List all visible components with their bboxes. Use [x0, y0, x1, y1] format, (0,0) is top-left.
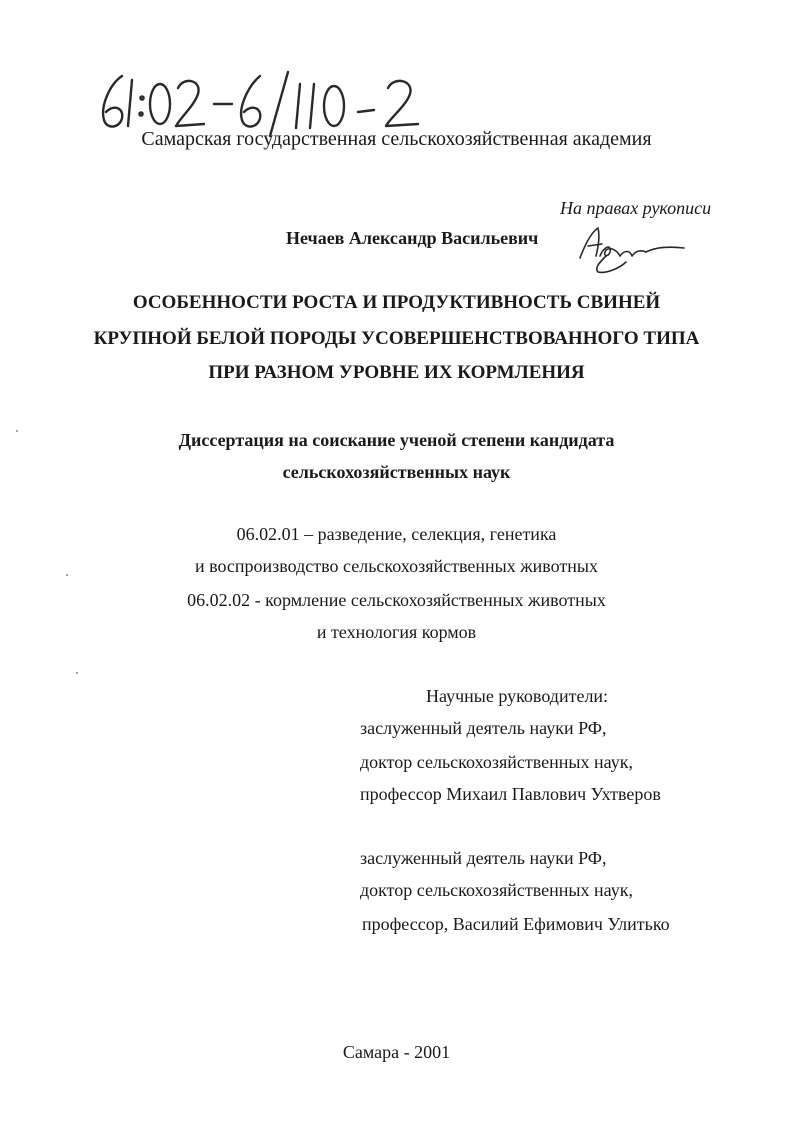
supervisors-heading: Научные руководители: [426, 686, 609, 706]
supervisor2-line-1: заслуженный деятель науки РФ, [360, 848, 607, 868]
supervisor1-line-1: заслуженный деятель науки РФ, [360, 718, 607, 738]
supervisor2-line-2: доктор сельскохозяйственных наук, [360, 880, 633, 900]
place-year: Самара - 2001 [342, 1042, 451, 1062]
author-name: Нечаев Александр Васильевич [286, 228, 539, 248]
specialty-line-4: и технология кормов [316, 622, 477, 642]
subtitle-line-1: Диссертация на соискание ученой степени кандидата [178, 430, 615, 450]
title-line-3: ПРИ РАЗНОМ УРОВНЕ ИХ КОРМЛЕНИЯ [208, 362, 585, 383]
subtitle-line-2: сельскохозяйственных наук [282, 462, 511, 482]
specialty-line-2: и воспроизводство сельскохозяйственных животных [194, 556, 599, 576]
manuscript-note: На правах рукописи [560, 198, 712, 218]
specialty-line-1: 06.02.01 – разведение, селекция, генетика [236, 524, 557, 544]
title-line-2: КРУПНОЙ БЕЛОЙ ПОРОДЫ УСОВЕРШЕНСТВОВАННОГО ТИПА [93, 328, 700, 349]
supervisor1-line-2: доктор сельскохозяйственных наук, [360, 752, 633, 772]
supervisor1-line-3: профессор Михаил Павлович Ухтверов [360, 784, 661, 804]
academy-name: Самарская государственная сельскохозяйственная академия [141, 128, 652, 150]
scan-speck [66, 574, 68, 576]
scan-speck [16, 430, 18, 432]
title-line-1: ОСОБЕННОСТИ РОСТА И ПРОДУКТИВНОСТЬ СВИНЕЙ [132, 292, 661, 313]
scan-speck [76, 672, 78, 674]
specialty-line-3: 06.02.02 - кормление сельскохозяйственных животных [187, 590, 606, 610]
author-signature [576, 222, 694, 276]
supervisor2-line-3: профессор, Василий Ефимович Улитько [362, 914, 670, 934]
